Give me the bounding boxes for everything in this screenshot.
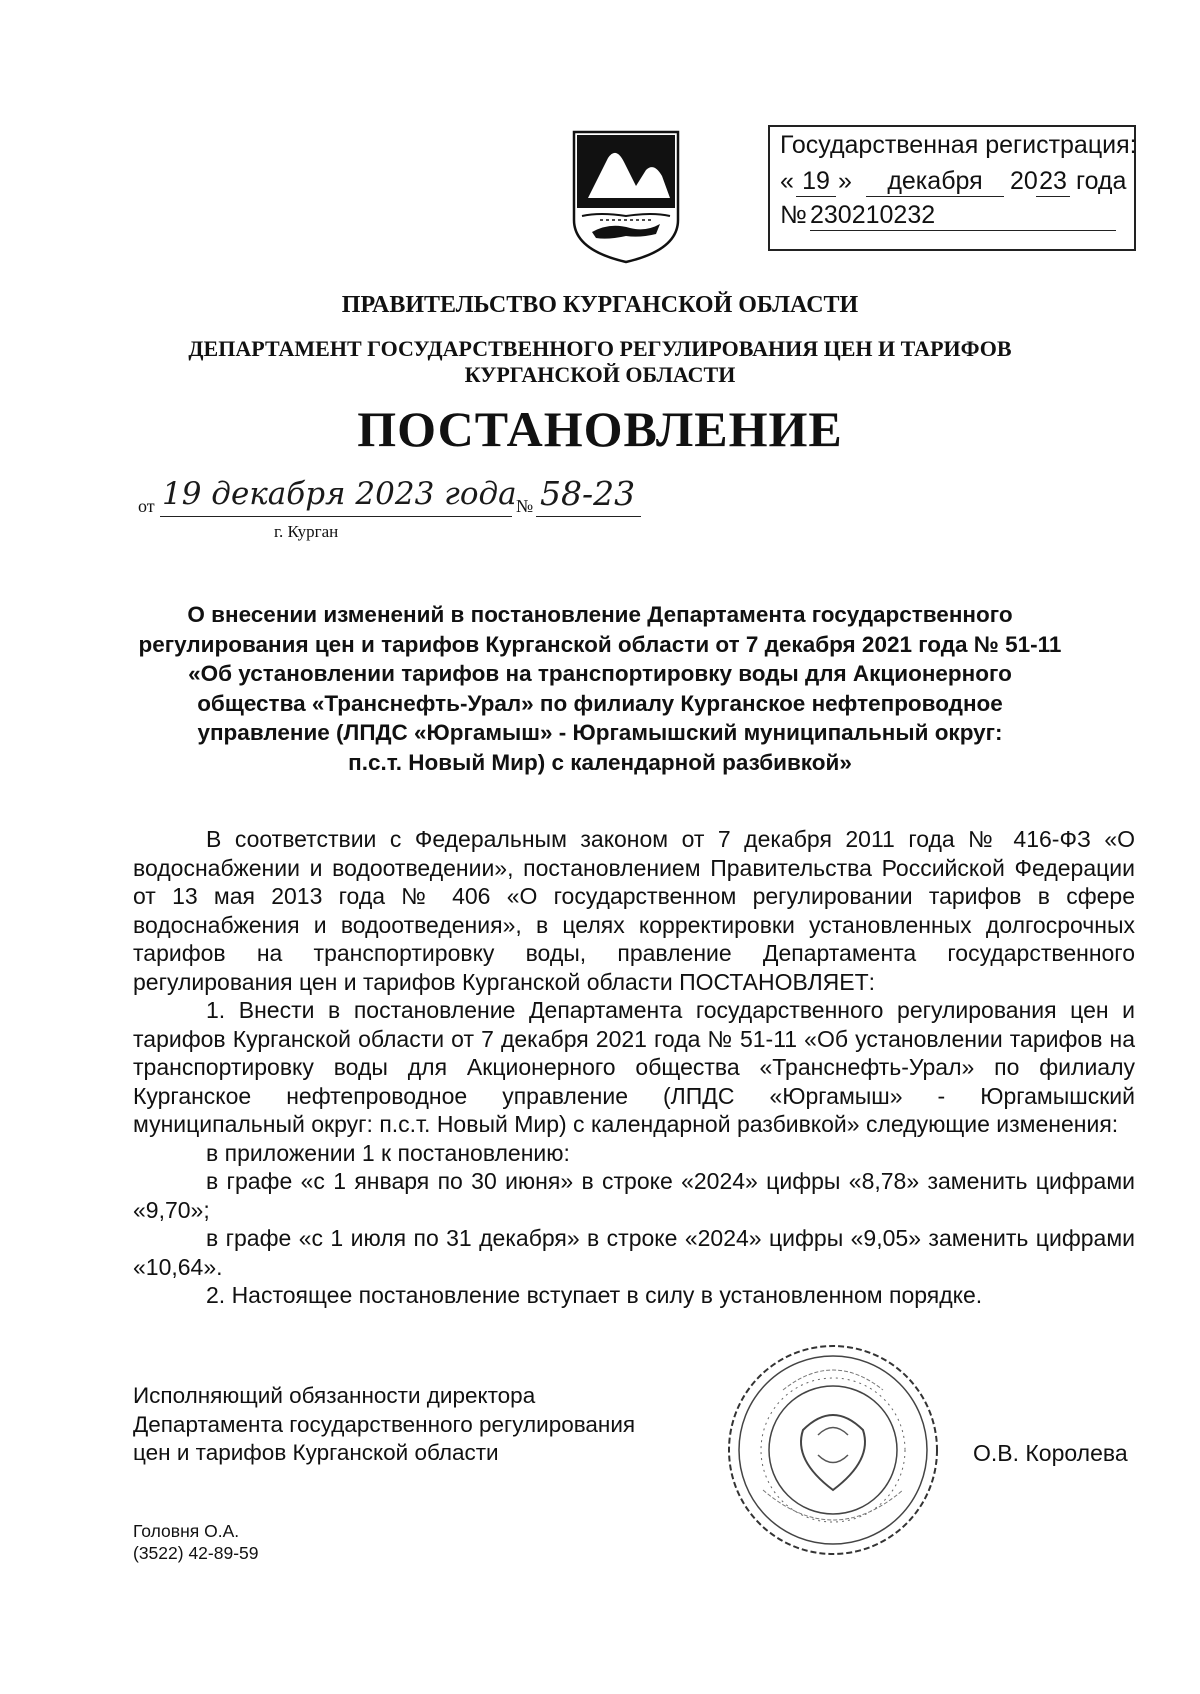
subject-line: «Об установлении тарифов на транспортировку воды для Акционерного (188, 661, 1012, 686)
document-date-row (138, 476, 658, 536)
official-seal-stamp (723, 1340, 943, 1560)
quote-open: « (780, 167, 794, 195)
item-1-paragraph: 1. Внести в постановление Департамента государственного регулирования цен и тарифов Курганской области от 7 декабря 2021 года № 51-11 «Об установлении тарифов на транспортировку воды для Акционерного общества «Транснефть-Урал» по филиалу Курганское нефтепроводное управление (ЛПДС «Юргамыш» - Юргамышский муниципальный округ: п.с.т. Новый Мир) с календарной разбивкой» следующие изменения: (133, 997, 1135, 1137)
executor-name: Головня О.А. (133, 1521, 240, 1541)
registration-year-suffix: 23 (1036, 167, 1070, 197)
position-line: цен и тарифов Курганской области (133, 1440, 499, 1465)
preamble-paragraph: В соответствии с Федеральным законом от 7 декабря 2011 года № 416-ФЗ «О водоснабжении и водоотведении», постановлением Правительства Российской Федерации от 13 мая 2013 года № 406 «О государственном регулировании тарифов в сфере водоснабжения и водоотведения», в целях корректировки установленных долгосрочных тарифов на транспортировку воды, правление Департамента государственного регулирования цен и тарифов Курганской области ПОСТАНОВЛЯЕТ: (133, 826, 1135, 995)
registration-year-prefix: 20 (1010, 167, 1038, 195)
registration-number-row (780, 201, 1130, 233)
registration-month: декабря (866, 167, 1004, 197)
signatory-position (133, 1382, 635, 1468)
document-type-title: ПОСТАНОВЛЕНИЕ (357, 401, 843, 457)
subject-line: общества «Транснефть-Урал» по филиалу Курганское нефтепроводное (197, 690, 1003, 716)
registration-year-word: года (1076, 167, 1127, 195)
date-underline (160, 516, 512, 517)
coat-of-arms-emblem (570, 128, 682, 266)
appendix-paragraph: в приложении 1 к постановлению: (206, 1139, 570, 1166)
department-title-line2: КУРГАНСКОЙ ОБЛАСТИ (464, 362, 736, 387)
handwritten-number: 58-23 (540, 474, 636, 513)
document-subject (0, 600, 1200, 777)
registration-box (768, 125, 1136, 251)
subject-line: управление (ЛПДС «Юргамыш» - Юргамышский муниципальный округ: (197, 720, 1003, 745)
change-1-paragraph: в графе «с 1 января по 30 июня» в строке «2024» цифры «8,78» заменить цифрами «9,70»; (133, 1168, 1135, 1223)
registration-number: 230210232 (810, 201, 1116, 231)
executor-phone: (3522) 42-89-59 (133, 1543, 259, 1563)
executor-info (133, 1520, 259, 1564)
quote-close: » (838, 167, 852, 195)
position-line: Департамента государственного регулирования (133, 1411, 636, 1437)
government-title: ПРАВИТЕЛЬСТВО КУРГАНСКОЙ ОБЛАСТИ (341, 292, 859, 318)
registration-date (780, 167, 1130, 199)
item-2-paragraph: 2. Настоящее постановление вступает в силу в установленном порядке. (206, 1282, 983, 1308)
handwritten-date: 19 декабря 2023 года (162, 476, 517, 512)
registration-number-label: № (780, 201, 807, 229)
registration-heading: Государственная регистрация: (780, 131, 1137, 159)
number-label: № (516, 496, 534, 516)
department-title-line1: ДЕПАРТАМЕНТ ГОСУДАРСТВЕННОГО РЕГУЛИРОВАНИЯ ЦЕН И ТАРИФОВ (188, 336, 1012, 361)
position-line: Исполняющий обязанности директора (133, 1383, 536, 1408)
subject-line: п.с.т. Новый Мир) с календарной разбивкой» (348, 749, 852, 775)
number-underline (536, 516, 641, 517)
registration-day: 19 (796, 167, 836, 197)
subject-line: О внесении изменений в постановление Департамента государственного (187, 602, 1013, 627)
subject-line: регулирования цен и тарифов Курганской области от 7 декабря 2021 года № 51-11 (138, 631, 1062, 657)
from-label: от (138, 496, 155, 516)
signatory-name: О.В. Королева (973, 1440, 1128, 1466)
city-label: г. Курган (274, 522, 339, 541)
document-body (133, 825, 1135, 1310)
change-2-paragraph: в графе «с 1 июля по 31 декабря» в строке «2024» цифры «9,05» заменить цифрами «10,64». (133, 1225, 1135, 1280)
